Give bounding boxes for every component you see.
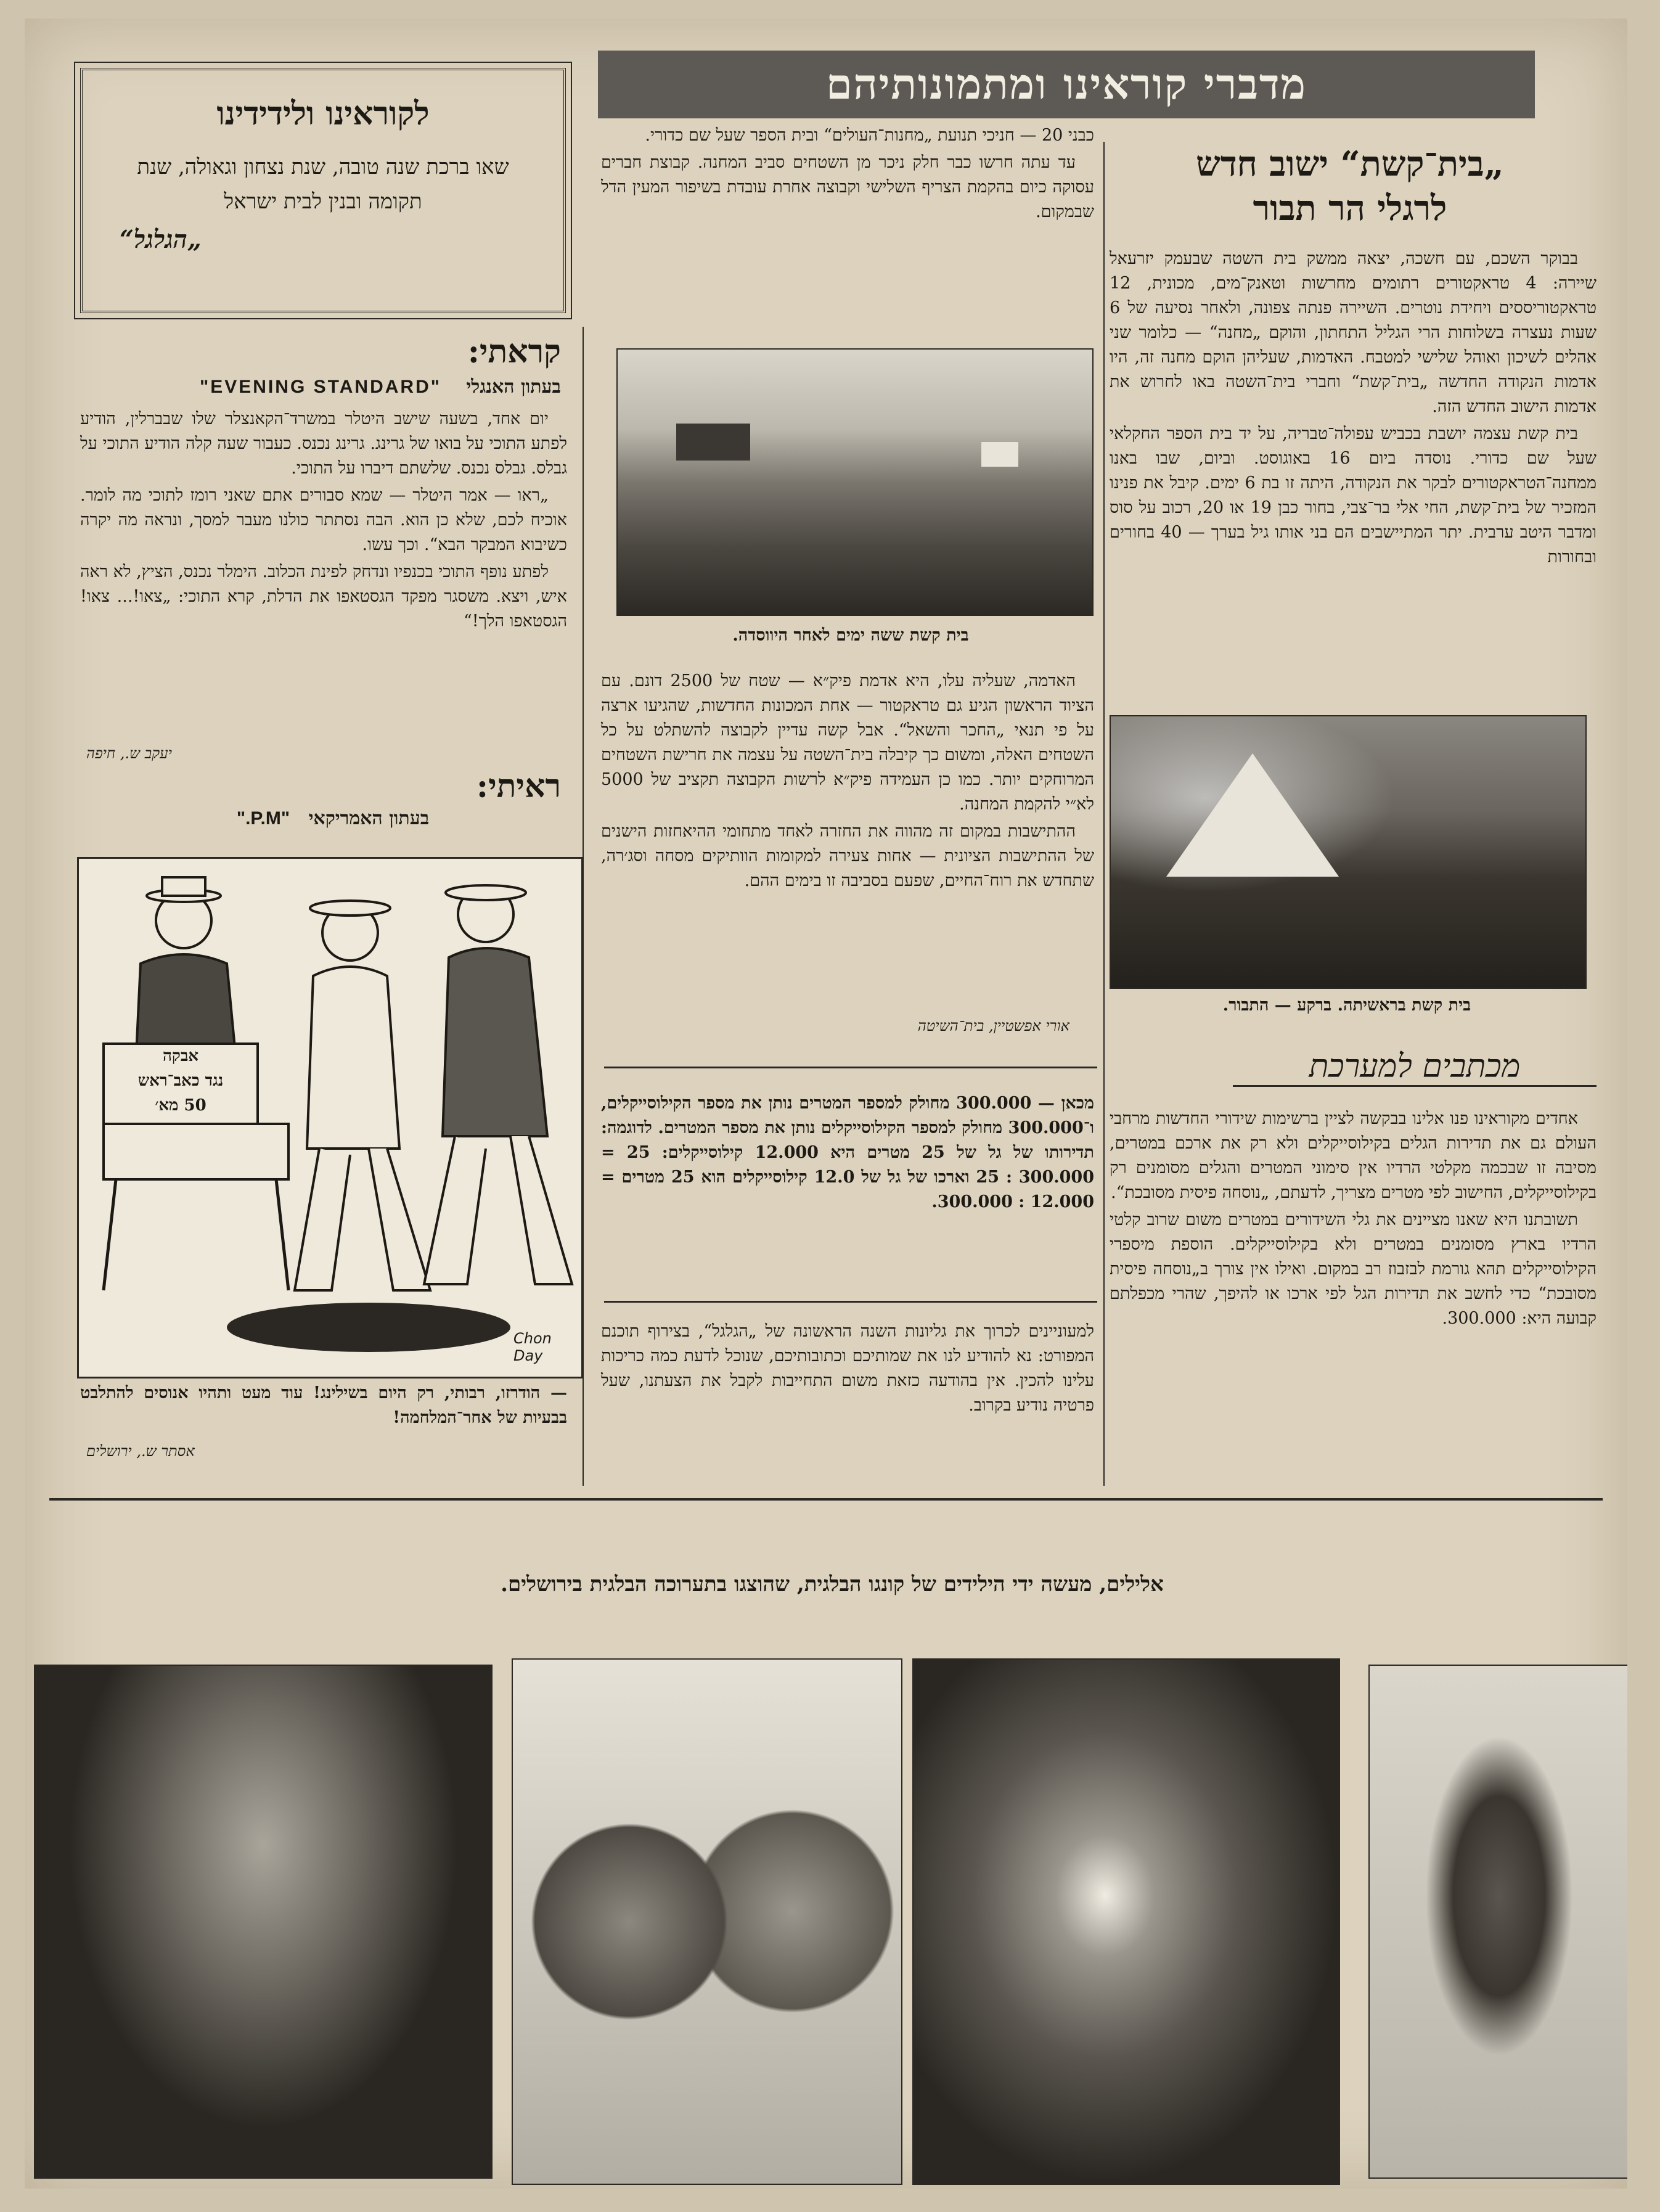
photo-wooden-figure (1368, 1665, 1627, 2179)
greeting-body: שאו ברכת שנה טובה, שנת נצחון וגאולה, שנת תקומה ובנין לבית ישראל (137, 155, 509, 214)
letters-column (1110, 1107, 1597, 1333)
tent-shape (1166, 753, 1339, 877)
cartoon-sign-line1: אבקה (162, 1047, 199, 1065)
column-rule-left (583, 327, 584, 1486)
cartoon-sign (104, 1044, 258, 1124)
letters-paragraph-1: אחדים מקוראינו פנו אלינו בבקשה לציין ברשימות שידורי החדשות מרחבי העולם גם את תדירות הגלים בקילוסייקלים ולא רק את ארכם במטרים, מסיבה זו שבכמה מקלטי הרדיו אין סימוני המטרים והגלים מסומנים רק בקילוסייקלים, החישוב לפי מטרים מצריך, לדעתם, „נוסחה פיסית מסובכת“. (1110, 1109, 1597, 1202)
read-section-body (80, 407, 567, 636)
article-middle-column-top (601, 123, 1094, 227)
divider-middle-1 (604, 1067, 1097, 1068)
read-source-name: "EVENING STANDARD" (200, 377, 441, 397)
photo-caption-six-days: בית קשת ששה ימים לאחר היווסדה. (732, 626, 969, 645)
bottom-caption: אלילים, מעשה ידי הילידים של קונגו הבלגית, שהוצגו בתערוכה הבלגית בירושלים. (501, 1572, 1164, 1597)
saw-source-name: "P.M." (236, 808, 290, 829)
read-signature: יעקב ש., חיפה (86, 745, 172, 762)
section-divider (49, 1498, 1603, 1501)
cartoon-illustration (77, 857, 583, 1378)
letters-paragraph-2: תשובתנו היא שאנו מציינים את גלי השידורים במטרים משום שרוב קלטי הרדיו בארץ מסומנים במטרים ולא בקילוסייקלים. הוספת מיספרי הקילוסייקלים תהא גורמת לבזבוז רב במקום. ואילו אין צורך ב„נוסחה פיסית מסובכת“ כדי לחשב את תדירות הגל לפי ארכו או להיפך, שהרי מכפלתם קבועה היא: 300.000. (1110, 1210, 1597, 1328)
article-headline-line1: „בית־קשת“ ישוב חדש (1196, 144, 1504, 184)
photo-idol-mask-grass (34, 1665, 493, 2179)
greeting-box (80, 68, 566, 313)
newspaper-page (25, 18, 1627, 2189)
article-middle-column-bottom (601, 669, 1094, 896)
saw-section-title: ראיתי: (476, 768, 561, 805)
binding-notice-text: למעוניינים לכרוך את גליונות השנה הראשונה של „הגלגל“, בצירוף תוכנם המפורט: נא להודיע לנו את שמותיכם וכתובותיכם, שנוכל לדעת כמה כריכות עלינו להכין. אין בהודעה כזאת משום התחייבות לקבל את הצעתנו, שעל פרטיה נודיע בקרוב. (601, 1322, 1094, 1415)
read-paragraph-2: „ראו — אמר היטלר — שמא סבורים אתם שאני רומז לתוכי מה לומר. אוכיח לכם, שלא כן הוא. הבה נסתתר כולנו מעבר למסך, ונראה מה יקרה כשיבוא המבקר הבא“. וכך עשו. (80, 486, 567, 554)
article-paragraph-4: עד עתה חרשו כבר חלק ניכר מן השטחים סביב המחנה. קבוצת חברים עסוקה כיום בהקמת הצריף השלישי וקבוצה אחרת עובדת בשיפור המעין הדל שבמקום. (601, 153, 1094, 221)
letters-title: מכתבים למערכת (1233, 1048, 1597, 1087)
read-section-title: קראתי: (467, 333, 561, 371)
section-banner (598, 51, 1535, 118)
cartoon-artist-signature: Chon Day (513, 1330, 552, 1364)
article-right-column (1110, 247, 1597, 572)
greeting-signature: „הגלגל“ (120, 225, 202, 254)
photo-idol-shields (512, 1658, 902, 2185)
letters-formula-text: מכאן — 300.000 מחולק למספר המטרים נותן את מספר הקילוסייקלים, ו־300.000 מחולק למספר הקילוסייקלים נותן את מספר המטרים. לדוגמה: תדירותו של גל של 25 מטרים היא 12.000 קילוסייקלים: 25 = 300.000 : 25 וארכו של גל של 12.0 קילוסייקלים הוא 25 מטרים = 12.000 : 300.000. (601, 1094, 1095, 1211)
read-source-label: בעתון האנגלי (466, 376, 561, 398)
article-paragraph-2: בית קשת עצמה יושבת בכביש עפולה־טבריה, על יד בית הספר החקלאי שעל שם כדורי. נוסדה ביום 16 באוגוסט. וביום, שבו באנו ממחנה־הטראקטורים לבקר את הנקודה, היתה זו בת 6 ימים. קיבל את פנינו המזכיר של בית־קשת, החי אלי בר־צבי, בחור כבן 19 או 20, רכוב על סוס ומדבר היטב ערבית. יתר המתיישבים הם בני אותו גיל בערך — 40 בחורים ובחורות (1110, 424, 1597, 567)
saw-section-source (148, 808, 518, 829)
cartoon-caption (80, 1381, 567, 1433)
read-section-source (86, 376, 561, 398)
binding-notice (601, 1319, 1094, 1420)
article-paragraph-5: האדמה, שעליה עלו, היא אדמת פיק״א — שטח של 2500 דונם. עם הציוד הראשון הגיע גם טראקטור — אחת המכונות החדשות, שהגיעו ארצה על פי תנאי „החכר והשאל“. אבל קשה עדיין לקבוצה להשתלט על כל השטחים האלה, ומשום כך קיבלה בית־השטה על עצמה את חרישת השטחים המרוחקים יותר. כמו כן העמידה פיק״א לרשות הקבוצה תקציב של 5000 לא״י להקמת המחנה. (601, 671, 1095, 814)
article-paragraph-1: בבוקר השכם, עם חשכה, יצאה ממשק בית השטה שבעמק יזרעאל שיירה: 4 טראקטורים רתומים מחרשות וטאנק־מים, מכונית, 12 טראקטוריססים ויחידת נוטרים. השיירה פנתה צפונה, ולאחר נסיעה של 6 שעות נעצרה בשלוחות הרי הגליל התחתון, והוקם „מחנה“ — כלומר שני אהלים לשיכון ואוהל שלישי למטבח. האדמות, שעליהן הוקם מחנה זה, היו אדמות הנקודה החדשה „בית־קשת“ וחברי בית־השטה באו לחרוש את אדמות הישוב החדש הזה. (1110, 249, 1597, 416)
divider-middle-2 (604, 1301, 1097, 1303)
photo-settlement-six-days (616, 348, 1094, 616)
banner-title: מדברי קוראינו ומתמונותיהם (826, 60, 1307, 109)
saw-source-label: בעתון האמריקאי (308, 808, 430, 829)
saw-signature: אסתר ש., ירושלים (86, 1443, 195, 1460)
article-headline-line2: לרגלי הר תבור (1253, 188, 1447, 229)
photo-man-with-mask (912, 1658, 1340, 2185)
letters-formula (601, 1091, 1094, 1217)
article-headline (1122, 142, 1578, 231)
article-paragraph-6: ההתישבות במקום זה מהווה את החזרה לאחד מתחומי ההיאחזות הישנים של ההתישבות הציונית — אחות צעירה למקומות הוותיקים מסחה וסג׳רה, שתחדש את רוח־החיים, שפעם בסביבה זו בימים ההם. (601, 822, 1094, 890)
article-signature: אורי אפשטיין, בית־השיטה (917, 1017, 1069, 1034)
photo-caption-tabor: בית קשת בראשיתה. ברקע — התבור. (1222, 996, 1471, 1015)
article-paragraph-3: כבני 20 — חניכי תנועת „מחנות־העולים“ ובית הספר שעל שם כדורי. (645, 126, 1094, 145)
read-paragraph-1: יום אחד, בשעה שישב היטלר במשרד־הקאנצלר שלו שבברלין, הודיע לפתע התוכי על בואו של גרינג. גרינג נכנס. כעבור שעה קלה הודיע התוכי על גבלס. גבלס נכנס. שלשתם דיברו על התוכי. (80, 409, 567, 478)
cartoon-caption-text: — הודרזו, רבותי, רק היום בשילינג! עוד מעט ותהיו אנוסים להתלבט בבעיות של אחר־המלחמה! (80, 1383, 567, 1427)
column-rule-right (1103, 142, 1105, 1486)
photo-tent-tabor (1110, 715, 1587, 989)
hut-shape (676, 424, 750, 461)
read-paragraph-3: לפתע נופף התוכי בכנפיו ונדחק לפינת הכלוב. הימלר נכנס, הציץ, לא ראה איש, ויצא. משסגר מפקד הגסטאפו את הדלת, קרא התוכי: „צאו!... צאו! הגסטאפו הלך!“ (80, 562, 567, 631)
cartoon-sign-line2: נגד כאב־ראש (137, 1071, 224, 1090)
cartoon-sign-line3: 50 מא׳ (155, 1096, 206, 1115)
greeting-title: לקוראינו ולידידינו (216, 95, 430, 133)
hut-shape-2 (981, 442, 1018, 467)
